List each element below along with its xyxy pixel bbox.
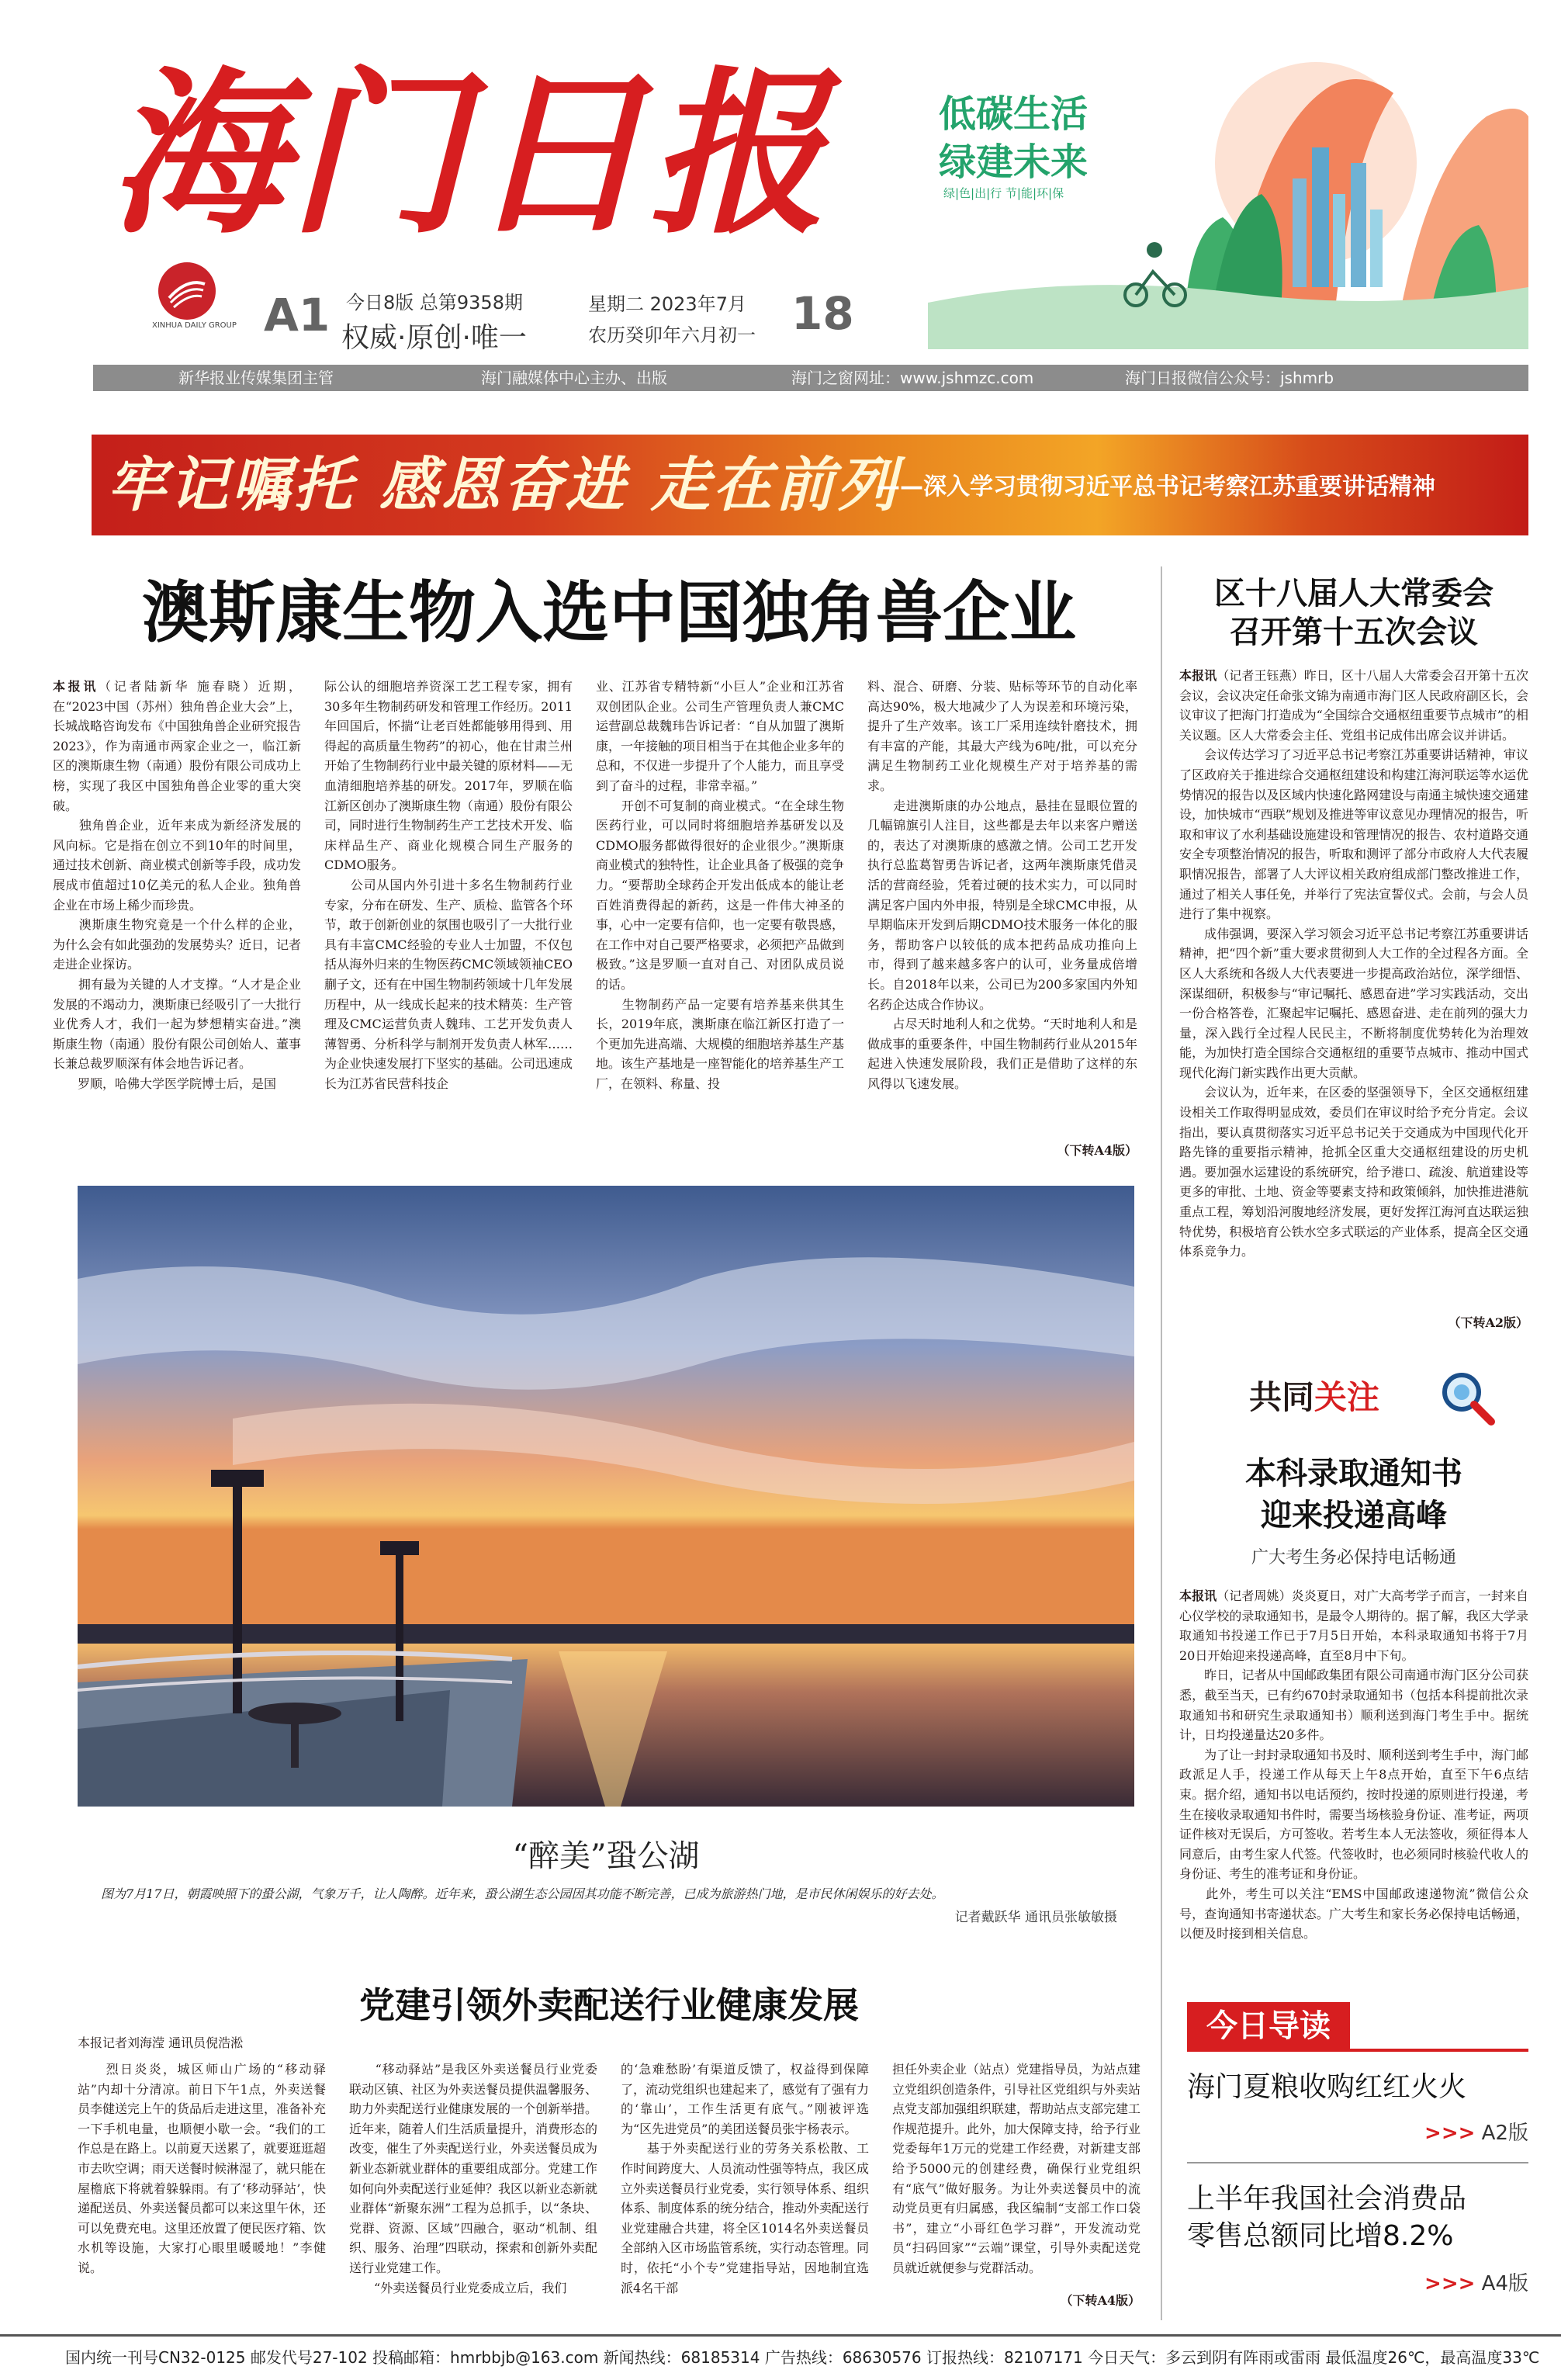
info-publisher: 海门融媒体中心主办、出版 [481,369,667,387]
info-sponsor: 新华报业传媒集团主管 [178,369,334,387]
xinhua-group-label: XINHUA DAILY GROUP [152,321,237,330]
lunar-date-line: 农历癸卯年六月初一 [588,324,756,346]
ad-slogan-line1: 低碳生活 [939,92,1089,136]
magnifier-icon [1435,1366,1497,1428]
npc-meeting-headline: 区十八届人大常委会 召开第十五次会议 [1214,575,1494,650]
paragraph: 际公认的细胞培养资深工艺工程专家，拥有30多年生物制药研发和管理工作经历。2011年回国后，怀揣“让老百姓都能够用得到、用得起的高质量生物药”的初心，他在甘肃兰州开始了生物制药行业中最关键的原材料——无血清细胞培养基的研发。2017年，罗顺在临江新区创办了澳斯康生物（南通）股份有限公司，同时进行生物制药生产工艺技术开发、临床样品生产、商业化规模合同生产服务的CDMO服务。 [324,679,573,873]
banner-main-slogan: 牢记嘱托 感恩奋进 走在前列 [107,450,899,519]
arrow-icon: >>> [1424,2122,1476,2145]
info-wechat: 海门日报微信公众号：jshmrb [1125,369,1334,387]
xinhua-logo-icon [158,262,216,320]
lead-story-column-2 [324,677,573,1158]
admission-notice-headline: 本科录取通知书 迎来投递高峰 [1245,1455,1462,1533]
ad-subtitle: 绿|色|出|行 节|能|环|保 [943,186,1064,200]
edition-code: A1 [264,289,331,341]
todays-guide-tab: 今日导读 [1187,2002,1350,2050]
lake-photo-illustration [78,1186,1134,1807]
paragraph: 担任外卖企业（站点）党建指导员，为站点建立党组织创造条件，引导社区党组织与外卖站点党支部加强组织联建，帮助站点支部完建工作规范提升。此外，加大保障支持，给予行业党委每年1万元的党建工作经费，对新建支部给予5000元的创建经费，确保行业党组织有“底气”做好服务。为让外卖送餐员中的流动党员更有归属感，我区编制“支部工作口袋书”，建立“小哥红色学习群”，开发流动党员“扫码回家”“云端”课堂，引导外卖配送党员就近就便参与党群活动。 [892,2062,1140,2275]
paragraph: 料、混合、研磨、分装、贴标等环节的自动化率高达90%，极大地减少了人为误差和环境污染，提升了生产效率。该工厂采用连续针磨技术，拥有丰富的产能，其最大产线为6吨/批，可以充分满足生物制药工业化规模生产对于培养基的需求。 [867,679,1137,793]
lead-story-column-3 [596,677,844,1158]
date-line: 星期二 2023年7月 [588,293,746,315]
delivery-story-column-3 [621,2060,869,2308]
photo-title: “醉美”蛩公湖 [512,1838,700,1874]
paragraph: 本报讯（记者陆新华 施春晓）近期，在“2023中国（苏州）独角兽企业大会”上，长城战略咨询发布《中国独角兽企业研究报告2023》，作为南通市两家企业之一，临江新区的澳斯康生物（南通）股份有限公司成功上榜，实现了我区中国独角兽企业零的重大突破。 [53,679,301,813]
paragraph: 澳斯康生物究竟是一个什么样的企业，为什么会有如此强劲的发展势头？近日，记者走进企业探访。 [53,917,301,972]
paragraph: 基于外卖配送行业的劳务关系松散、工作时间跨度大、人员流动性强等特点，我区成立外卖送餐员行业党委，实行领导体系、组织体系、制度体系的统分结合，推动外卖配送行业党建融合共建，将全区1014名外卖送餐员全部纳入区市场监管系统，实行动态管理。同时，依托“小个专”党建指导站，因地制宜选派4名干部 [621,2141,869,2295]
paragraph: 罗顺，哈佛大学医学院博士后，是国 [78,1076,277,1091]
paragraph: 会议传达学习了习近平总书记考察江苏重要讲话精神，审议了区政府关于推进综合交通枢纽建设和构建江海河联运等水运优势情况的报告以及区域内快速化路网建设与南通主城快速交通建设，加快城市“西联”规划及推进等审议意见办理情况的报告，听取和审议了水利基础设施建设和管理情况的报告、农村道路交通安全专项整治情况的报告，听取和测评了部分市政府人大代表履职情况报告，部署了人大评议相关政府组成部门整改推进工作，通过了相关人事任免，并举行了宪法宣誓仪式。会前，与会人员进行了集中视察。 [1179,747,1528,922]
paragraph: 此外，考生可以关注“EMS中国邮政速递物流”微信公众号，查询通知书寄递状态。广大考生和家长务必保持电话畅通，以便及时接到相关信息。 [1179,1886,1528,1942]
paragraph: “移动驿站”是我区外卖送餐员行业党委联动区镇、社区为外卖送餐员提供温馨服务、助力外卖配送行业健康发展的一个创新举措。近年来，随着人们生活质量提升，消费形态的改变，催生了外卖配送行业，外卖送餐员成为新业态新就业群体的重要组成部分。党建工作如何向外卖配送行业延伸？我区以新业态新就业群体“新聚东洲”工程为总抓手，以“条块、党群、资源、区域”四融合，驱动“机制、组织、服务、治理”四联动，探索和创新外卖配送行业党建工作。 [349,2062,597,2275]
common-concern-label [1179,1366,1528,1453]
masthead-title: 海门日报 [109,50,829,258]
delivery-story-byline: 本报记者刘海滢 通讯员倪浩淞 [78,2035,244,2050]
photo-credit: 记者戴跃华 通讯员张敏敏摄 [954,1910,1117,1925]
paragraph: 为了让一封封录取通知书及时、顺利送到考生手中，海门邮政派足人手，投递工作从每天上午8点开始，直至下午6点结束。据介绍，通知书以电话预约，按时投递的原则进行投递，考生在接收录取通知书件时，需要当场核验身份证、准考证，两项证件核对无误后，方可签收。若考生本人无法签收，须征得本人同意后，由考生家人代签。代签收时，也必须同时核验代收人的身份证、考生的准考证和身份证。 [1179,1747,1528,1882]
ad-slogan-line2: 绿建未来 [939,140,1089,184]
paragraph: 成伟强调，要深入学习领会习近平总书记考察江苏重要讲话精神，把“四个新”重大要求贯彻到人大工作的全过程各方面。全区人大系统和各级人大代表要进一步提高政治站位，深学细悟、深谋细研，积极参与“审记嘱托、感恩奋进”学习实践活动，交出一份合格答卷，汇聚起牢记嘱托、感恩奋进、走在前列的强大力量，深入践行全过程人民民主，不断将制度优势转化为治理效能，为加快打造全国综合交通枢纽的重要节点城市、推动中国式现代化海门新实践作出更大贡献。 [1179,926,1528,1080]
paragraph: “外卖送餐员行业党委成立后，我们 [374,2280,567,2295]
arrow-icon: >>> [1424,2272,1476,2295]
paragraph: 拥有最为关键的人才支撑。“人才是企业发展的不竭动力，澳斯康已经吸引了一大批行业优秀人才，我们一起为梦想精实奋进。”澳斯康生物（南通）股份有限公司创始人、董事长兼总裁罗顺深有体会地告诉记者。 [53,976,301,1072]
edition-info: 今日8版 总第9358期 [346,292,523,314]
paragraph: 会议认为，近年来，在区委的坚强领导下，全区交通枢纽建设相关工作取得明显成效，委员们在审议时给予充分肯定。会议指出，要认真贯彻落实习近平总书记关于交通成为中国现代化开路先锋的重要指示精神，抢抓全区重大交通枢纽建设的历史机遇。要加强水运建设的系统研究，给予港口、疏浚、航道建设等更多的审批、土地、资金等要素支持和政策倾斜，加快推进港航重点工程，筹划沿河腹地经济发展，更好发挥江海河直达联运独特优势，积极培育公铁水空多式联运的产业体系，提高全区交通体系竞争力。 [1179,1085,1528,1259]
guide-item-summer-grain[interactable]: 海门夏粮收购红红火火 [1187,2071,1467,2103]
paragraph: 公司从国内外引进十多名生物制药行业专家，分布在研发、生产、质检、监管各个环节，敢于创新创业的氛围也吸引了一大批行业具有丰富CMC经验的专业人士加盟，不仅包括从海外归来的生物医药CMC领域领袖CEO蒯子文，还有在中国生物制药领域十几年发展历程中，从一线成长起来的技术精英：生产管理及CMC运营负责人魏玮、工艺开发负责人薄智勇、分析科学与制剂开发负责人林军……为企业快速发展打下坚实的基础。公司迅速成长为江苏省民营科技企 [324,877,573,1091]
xinhua-group-logo [158,262,216,320]
delivery-story-headline: 党建引领外卖配送行业健康发展 [359,1984,859,2026]
lake-sunset-photo [78,1186,1134,1807]
low-carbon-ad [928,39,1528,349]
npc-meeting-body [1179,666,1528,1302]
paragraph: 走进澳斯康的办公地点，悬挂在显眼位置的几幅锦旗引人注目，这些都是去年以来客户赠送的，表达了对澳斯康的感激之情。公司工艺开发执行总监葛智勇告诉记者，这两年澳斯康凭借灵活的营商经验，凭着过硬的技术实力，可以同时满足客户国内外申报，特别是全球CMC申报，从早期临床开发到后期CDMO技术服务一体化的服务，帮助客户以较低的成本把药品成功推向上市，得到了越来越多客户的认可，业务量成倍增长。自2018年以来，公司已为200多家国内外知名药企达成合作协议。 [867,798,1137,1012]
admission-notice-subhead: 广大考生务必保持电话畅通 [1251,1548,1456,1568]
footer-info: 国内统一刊号CN32-0125 邮发代号27-102 投稿邮箱：hmrbbjb@163.com 新闻热线：68185314 广告热线：68630576 订报热线：82107171 今日天气：多云到阴有阵雨或雷雨 最低温度26℃，最高温度33℃ [65,2348,1540,2367]
paragraph: 的‘急难愁盼’有渠道反馈了，权益得到保障了，流动党组织也建起来了，感觉有了强有力的‘靠山’，工作生活更有底气。”刚被评选为“区先进党员”的美团送餐员张宇杨表示。 [621,2062,869,2136]
date-day: 18 [791,287,854,340]
edition-motto: 权威·原创·唯一 [341,322,527,354]
paragraph: 本报讯（记者王钰燕）昨日，区十八届人大常委会召开第十五次会议，会议决定任命张文锦为南通市海门区人民政府副区长，会议审议了把海门打造成为“全国综合交通枢纽重要节点城市”的相关议题。区人大常委会主任、党组书记成伟出席会议并讲话。 [1179,668,1528,743]
delivery-story-continued: （下转A4版） [1060,2293,1140,2308]
lead-story-column-4 [867,677,1137,1139]
banner-subtitle: ——深入学习贯彻习近平总书记考察江苏重要讲话精神 [877,473,1435,501]
paragraph: 烈日炎炎，城区师山广场的“移动驿站”内却十分清凉。前日下午1点，外卖送餐员李健送完上午的货品后走进这里，准备补充一下手机电量，也顺便小歇一会。“我们的工作总是在路上。以前夏天送累了，就要逛逛超市去吹空调；雨天送餐时候淋湿了，就只能在屋檐底下将就着躲躲雨。有了‘移动驿站’，快递配送员、外卖送餐员都可以来这里午休，还可以免费充电。这里还放置了便民医疗箱、饮水机等设施，大家打心眼里暖暖地！”李健说。 [78,2062,326,2275]
paragraph: 本报讯（记者周姚）炎炎夏日，对广大高考学子而言，一封来自心仪学校的录取通知书，是最令人期待的。据了解，我区大学录取通知书投递工作已于7月5日开始，本科录取通知书将于7月20日开始迎来投递高峰，直至8月中下旬。 [1179,1588,1528,1663]
lead-story-headline: 澳斯康生物入选中国独角兽企业 [142,573,1076,652]
guide-item-retail-sales[interactable]: 上半年我国社会消费品 零售总额同比增8.2% [1187,2183,1467,2252]
concern-label-black: 共同 [1249,1378,1315,1416]
npc-meeting-continued: （下转A2版） [1448,1315,1528,1330]
paragraph: 独角兽企业，近年来成为新经济发展的风向标。它是指在创立不到10年的时间里，通过技术创新、商业模式创新等手段，成功发展成市值超过10亿美元的私人企业。独角兽企业在市场上稀少而珍贵。 [53,818,301,913]
paragraph: 占尽天时地利人和之优势。“天时地利人和是做成事的重要条件，中国生物制药行业从2015年起进入快速发展阶段，我们正是借助了这样的东风得以飞速发展。 [867,1017,1137,1091]
delivery-story-column-1 [78,2060,326,2308]
lead-story-column-1 [53,677,301,1158]
photo-caption: 图为7月17日，朝霞映照下的蛩公湖，气象万千，让人陶醉。近年来，蛩公湖生态公园因其功能不断完善，已成为旅游热门地，是市民休闲娱乐的好去处。 [101,1886,944,1901]
info-website: 海门之窗网址：www.jshmzc.com [791,369,1034,387]
guide-item-retail-sales-page[interactable]: >>> A4版 [1424,2272,1528,2295]
guide-separator [1187,2162,1528,2163]
paragraph: 业、江苏省专精特新“小巨人”企业和江苏省双创团队企业。公司生产管理负责人兼CMC运营副总裁魏玮告诉记者：“自从加盟了澳斯康，一年接触的项目相当于在其他企业多年的总和，不仅进一步提升了个人能力，而且享受到了奋斗的过程，非常幸福。” [596,679,844,793]
footer-rule [0,2334,1561,2337]
concern-label-red: 关注 [1314,1378,1380,1416]
paragraph: 生物制药产品一定要有培养基来供其生长，2019年底，澳斯康在临江新区打造了一个更加先进高端、大规模的细胞培养基生产基地。该生产基地是一座智能化的培养基生产工厂，在领料、称量、投 [596,996,844,1091]
delivery-story-column-2 [349,2060,597,2308]
admission-notice-body [1179,1586,1528,1974]
paragraph: 开创不可复制的商业模式。“在全球生物医药行业，可以同时将细胞培养基研发以及CDMO服务都做得很好的企业很少。”澳斯康商业模式的独特性，让企业具备了极强的竞争力。“要帮助全球药企开发出低成本的能让老百姓消费得起的新药，这是一件伟大神圣的事，心中一定要有信仰，也一定要有敬畏感，在工作中对自己要严格要求，必须把产品做到极致。”这是罗顺一直对自己、对团队成员说的话。 [596,798,844,992]
guide-item-summer-grain-page[interactable]: >>> A2版 [1424,2122,1528,2145]
paragraph: 昨日，记者从中国邮政集团有限公司南通市海门区分公司获悉，截至当天，已有约670封录取通知书（包括本科提前批次录取通知书和研究生录取通知书）顺利送到海门考生手中。据统计，日均投递量达20多件。 [1179,1668,1528,1743]
delivery-story-column-4 [892,2060,1140,2289]
lead-story-continued: （下转A4版） [1057,1143,1137,1158]
publisher-info-bar [93,365,1528,391]
guide-divider [1187,2049,1528,2052]
theme-banner [92,435,1528,535]
column-divider [1161,566,1162,2320]
